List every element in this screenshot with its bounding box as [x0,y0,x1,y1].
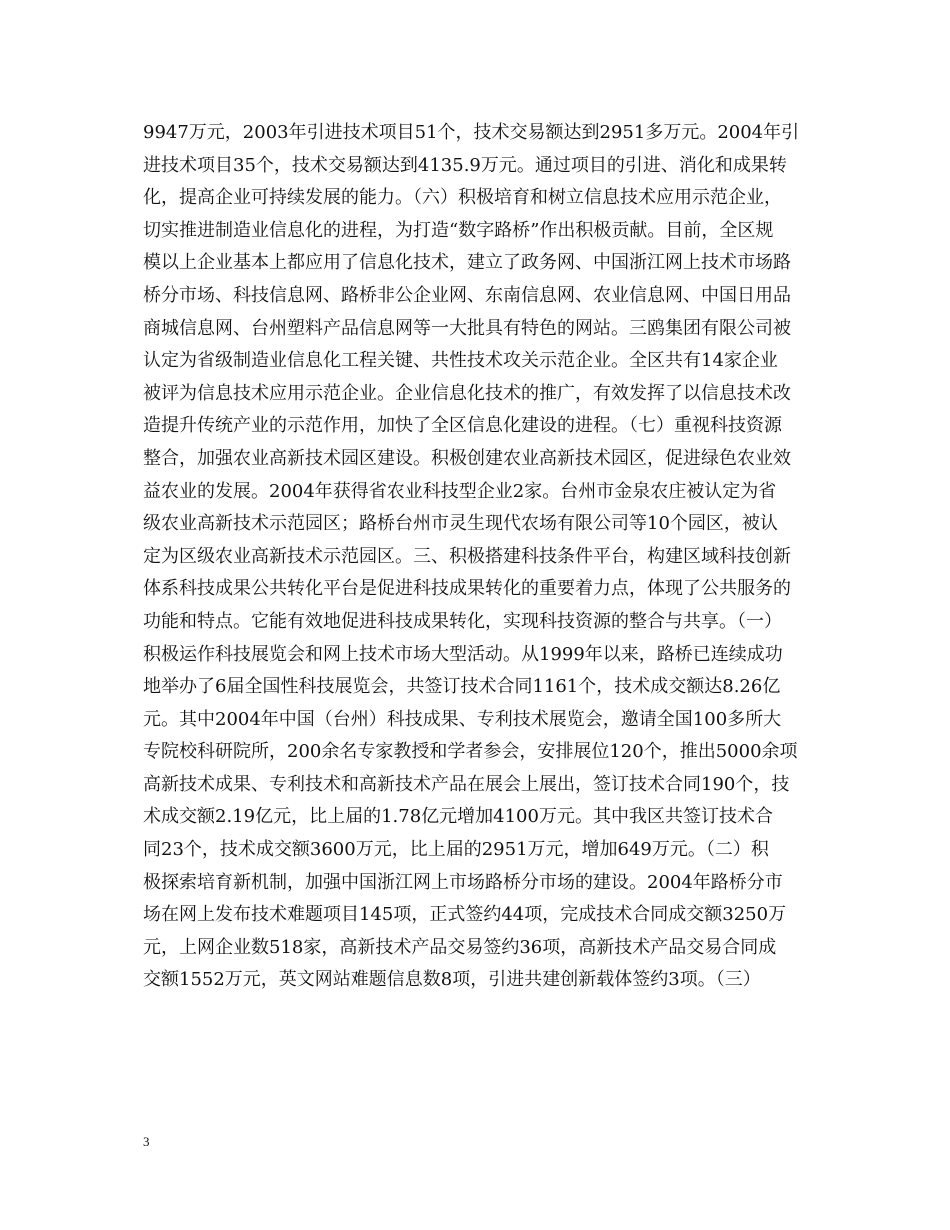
text-line: 元。其中2004年中国（台州）科技成果、专利技术展览会，邀请全国100多所大 [143,708,782,730]
text-line: 认定为省级制造业信息化工程关键、共性技术攻关示范企业。全区共有14家企业 [143,350,778,372]
text-line: 9947万元，2003年引进技术项目51个，技术交易额达到2951多万元。2004年引 [143,122,800,143]
text-line: 定为区级农业高新技术示范园区。三、积极搭建科技条件平台，构建区域科技创新 [143,545,791,567]
text-line: 化，提高企业可持续发展的能力。（六）积极培育和树立信息技术应用示范企业， [143,187,782,209]
text-line: 极探索培育新机制，加强中国浙江网上市场路桥分市场的建设。2004年路桥分市 [143,871,783,893]
text-line: 专院校科研院所，200余名专家教授和学者参会，安排展位120个，推出5000余项 [143,741,798,763]
body-paragraph [143,117,823,997]
text-line: 整合，加强农业高新技术园区建设。积极创建农业高新技术园区，促进绿色农业效 [143,447,791,469]
page-number: 3 [143,1134,150,1149]
text-line: 益农业的发展。2004年获得省农业科技型企业2家。台州市金泉农庄被认定为省 [143,480,777,502]
text-line: 造提升传统产业的示范作用，加快了全区信息化建设的进程。（七）重视科技资源 [143,415,782,437]
text-line: 切实推进制造业信息化的进程，为打造“数字路桥”作出积极贡献。目前，全区规 [143,219,774,241]
text-line: 被评为信息技术应用示范企业。企业信息化技术的推广，有效发挥了以信息技术改 [143,382,791,404]
text-line: 商城信息网、台州塑料产品信息网等一大批具有特色的网站。三鸥集团有限公司被 [143,317,791,339]
text-line: 地举办了6届全国性科技展览会，共签订技术合同1161个，技术成交额达8.26亿 [143,676,781,698]
text-line: 积极运作科技展览会和网上技术市场大型活动。从1999年以来，路桥已连续成功 [143,643,783,665]
text-line: 元，上网企业数518家，高新技术产品交易签约36项，高新技术产品交易合同成 [143,936,777,958]
text-line: 体系科技成果公共转化平台是促进科技成果转化的重要着力点，体现了公共服务的 [143,578,791,600]
text-line: 交额1552万元，英文网站难题信息数8项，引进共建创新载体签约3项。（三） [143,969,761,991]
text-line: 场在网上发布技术难题项目145项，正式签约44项，完成技术合同成交额3250万 [143,904,787,926]
text-line: 高新技术成果、专利技术和高新技术产品在展会上展出，签订技术合同190个，技 [143,773,790,795]
text-line: 模以上企业基本上都应用了信息化技术，建立了政务网、中国浙江网上技术市场路 [143,252,791,274]
text-line: 术成交额2.19亿元，比上届的1.78亿元增加4100万元。其中我区共签订技术合 [143,806,773,828]
text-line: 功能和特点。它能有效地促进科技成果转化，实现科技资源的整合与共享。（一） [143,610,782,632]
text-line: 同23个，技术成交额3600万元，比上届的2951万元，增加649万元。（二）积 [143,839,769,861]
text-line: 进技术项目35个，技术交易额达到4135.9万元。通过项目的引进、消化和成果转 [143,154,787,176]
text-line: 桥分市场、科技信息网、路桥非公企业网、东南信息网、农业信息网、中国日用品 [143,284,791,306]
text-line: 级农业高新技术示范园区；路桥台州市灵生现代农场有限公司等10个园区，被认 [143,513,778,535]
